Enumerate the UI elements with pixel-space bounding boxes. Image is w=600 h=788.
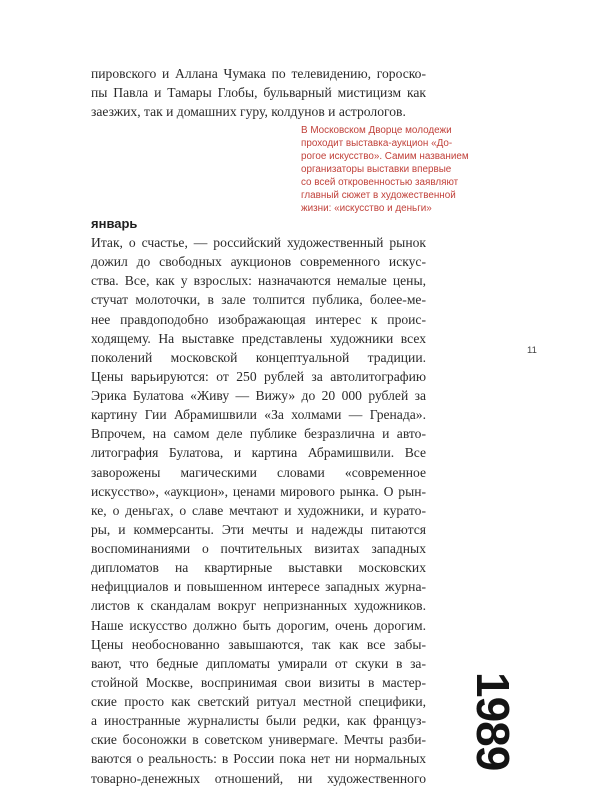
sidenote-line: организаторы выставки впервые xyxy=(301,164,452,175)
body-line: ские босоножки в советском универмаге. Мечты разби- xyxy=(91,732,426,748)
body-line: нефицциалов и повышенном интересе западных журна- xyxy=(91,579,426,595)
body-line: нее правдоподобно изображающая интерес к проис- xyxy=(91,311,426,327)
intro-line: пы Павла и Тамары Глобы, бульварный мистицизм как xyxy=(91,85,426,100)
sidenote-line: жизни: «искусство и деньги» xyxy=(301,203,432,214)
body-line: товарно-денежных отношений, ни художественного xyxy=(91,770,426,786)
body-line: Цены варьируются: от 250 рублей за автолитографию xyxy=(91,368,426,384)
body-line: ваются о реальность: в России пока нет ни нормальных xyxy=(91,751,426,767)
year-marker: 1989 xyxy=(467,672,519,771)
body-line: Итак, о счастье, — российский художественный рынок xyxy=(91,235,426,250)
body-line: Наше искусство должно быть дорогим, очень дорогим. xyxy=(91,617,426,633)
body-line: поколений московской концептуальной традиции. xyxy=(91,349,426,365)
body-line: ские просто как светский ритуал местной специфики, xyxy=(91,694,426,709)
sidenote-line: главный сюжет в художественной xyxy=(301,190,456,201)
sidenote-line: В Московском Дворце молодежи xyxy=(301,125,452,136)
body-line: листов к скандалам вокруг непризнанных художников. xyxy=(91,598,426,614)
body-line: Эрика Булатова «Живу — Вижу» до 20 000 рублей за xyxy=(91,388,426,403)
body-line: а иностранные журналисты были редки, как француз- xyxy=(91,713,426,729)
body-line: ходящему. На выставке представлены художники всех xyxy=(91,330,426,346)
body-line: искусство», «аукцион», ценами мирового рынка. О рын- xyxy=(91,483,426,499)
body-line: Цены необоснованно завышаются, так как все забы- xyxy=(91,636,426,652)
body-line: Впрочем, на самом деле публике безразлична и авто- xyxy=(91,426,426,442)
body-line: вают, что бедные дипломаты умирали от скуки в за- xyxy=(91,655,426,671)
body-line: дожил до свободных аукционов современного искус- xyxy=(91,254,426,270)
body-line: ры, и коммерсанты. Эти мечты и надежды питаются xyxy=(91,521,426,537)
body-line: воспоминаниями о почтительных визитах западных xyxy=(91,541,426,556)
sidenote-line: рогое искусство». Самим названием xyxy=(301,151,469,162)
body-paragraph xyxy=(91,233,426,788)
page-number: 11 xyxy=(527,345,537,356)
intro-line: пировского и Аллана Чумака по телевидению, гороско- xyxy=(91,66,426,81)
sidenote-line: со всей откровенностью заявляют xyxy=(301,177,459,188)
sidenote-line: проходит выставка-аукцион «До- xyxy=(301,138,453,149)
body-line: ства. Все, как у взрослых: назначаются немалые цены, xyxy=(91,273,426,289)
body-line: дипломатов на квартирные выставки московских xyxy=(91,560,426,576)
body-line: стучат молоточки, в зале толпится публика, более-ме- xyxy=(91,292,426,308)
body-line: стойной Москве, воспринимая свои визиты в мастер- xyxy=(91,674,426,690)
sidenote xyxy=(301,124,469,215)
month-heading: январь xyxy=(91,216,138,231)
body-line: заворожены магическими словами «современное xyxy=(91,464,426,480)
body-line: ке, о деньгах, о славе мечтают и художники, и курато- xyxy=(91,502,426,518)
intro-line: заезжих, так и домашних гуру, колдунов и астрологов. xyxy=(91,104,406,119)
intro-paragraph xyxy=(91,64,426,121)
body-line: картину Гии Абрамишвили «За холмами — Гренада». xyxy=(91,407,426,423)
body-line: литография Булатова, и картина Абрамишвили. Все xyxy=(91,445,426,461)
